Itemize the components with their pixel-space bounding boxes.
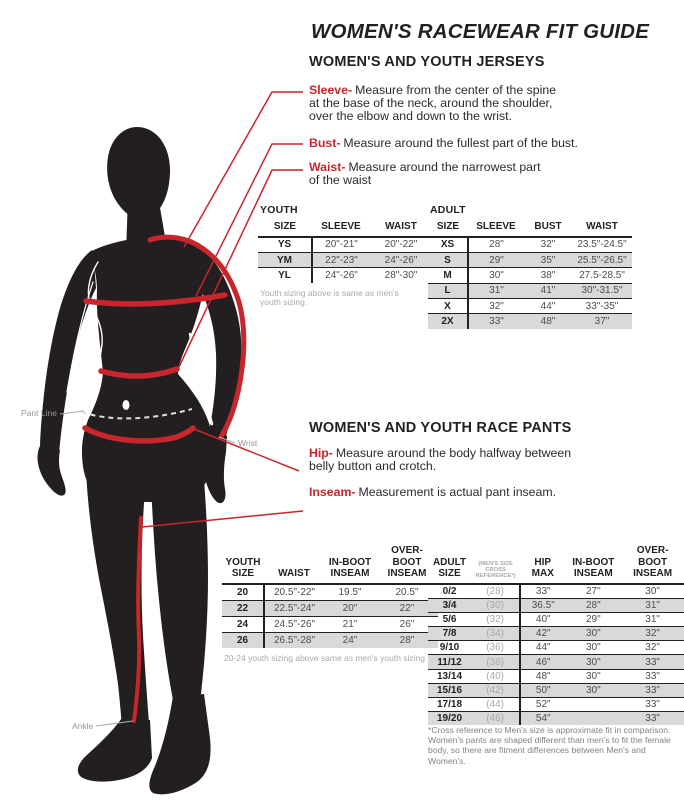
table-cell: 27.5-28.5" bbox=[579, 269, 625, 281]
table-cell: 25.5"-26.5" bbox=[577, 254, 627, 266]
table-cell: 52" bbox=[535, 699, 551, 711]
column-header-cross-reference: (MEN'S SIZE CROSS REFERENCE*) bbox=[475, 560, 516, 580]
table-row bbox=[222, 584, 438, 601]
table-cell: 40" bbox=[535, 613, 551, 625]
table-cell: 50" bbox=[535, 684, 551, 696]
navel bbox=[123, 400, 130, 410]
table-cell: 30" bbox=[489, 269, 504, 281]
table-cell: 24.5"-26" bbox=[273, 618, 315, 630]
inseam-description bbox=[309, 486, 556, 499]
table-cell: 33" bbox=[645, 670, 660, 682]
table-cell: 20" bbox=[342, 602, 358, 614]
bust-text: Measure around the fullest part of the bust. bbox=[343, 136, 578, 150]
figure-right-leg bbox=[151, 480, 208, 700]
table-cell: 11/12 bbox=[437, 656, 462, 668]
column-header: BUST bbox=[534, 221, 562, 232]
table-cell: 24"-26" bbox=[325, 269, 358, 281]
table-cell: 29" bbox=[489, 254, 504, 266]
figure-right-boot bbox=[149, 694, 210, 794]
table-cell: 26.5"-28" bbox=[273, 634, 315, 646]
sleeve-term: Sleeve- bbox=[309, 83, 353, 97]
table-row bbox=[428, 698, 684, 712]
table-cell: 28" bbox=[585, 599, 601, 611]
table-cell: 48" bbox=[540, 316, 556, 328]
table-row bbox=[258, 252, 432, 267]
table-cell: (28) bbox=[471, 584, 520, 599]
table-cell: 27" bbox=[585, 585, 601, 597]
table-cell: (30) bbox=[471, 598, 520, 612]
inseam-text: Measurement is actual pant inseam. bbox=[358, 485, 557, 499]
table-cell: 46" bbox=[535, 656, 551, 668]
table-cell: 22" bbox=[399, 602, 415, 614]
table-cell: M bbox=[428, 268, 468, 283]
table-cell: (44) bbox=[471, 698, 520, 712]
table-row bbox=[428, 283, 632, 298]
table-cell: 30" bbox=[585, 656, 601, 668]
table-cell: YL bbox=[258, 268, 312, 283]
table-cell: 26 bbox=[222, 632, 264, 648]
table-row bbox=[428, 252, 632, 267]
table-cell: 33" bbox=[645, 656, 660, 668]
table-cell: (40) bbox=[471, 669, 520, 683]
table-cell bbox=[565, 698, 621, 712]
column-header: OVER-BOOT INSEAM bbox=[633, 545, 673, 579]
table-row bbox=[428, 299, 632, 314]
table-cell: 30" bbox=[585, 684, 601, 696]
table-row bbox=[222, 616, 438, 632]
youth-pants-note: 20-24 youth sizing above same as men's youth sizing bbox=[224, 652, 426, 663]
table-cell: XS bbox=[428, 237, 468, 253]
table-row bbox=[428, 584, 684, 599]
sleeve-text: at the base of the neck, around the shoulder, bbox=[309, 96, 553, 110]
table-row bbox=[222, 632, 438, 648]
adult-jersey-label: ADULT bbox=[430, 204, 466, 216]
waist-term: Waist- bbox=[309, 160, 346, 174]
column-header: YOUTH SIZE bbox=[225, 556, 261, 579]
table-cell: YS bbox=[258, 237, 312, 253]
table-cell: 41" bbox=[540, 285, 556, 297]
table-cell: 20.5" bbox=[395, 586, 419, 598]
table-cell: S bbox=[428, 252, 468, 267]
table-cell: (34) bbox=[471, 627, 520, 641]
table-cell: 5/6 bbox=[442, 613, 457, 625]
table-cell: 31" bbox=[645, 613, 660, 625]
adult-jersey-table bbox=[428, 204, 632, 329]
table-cell: 36.5" bbox=[531, 599, 555, 611]
pants-heading: WOMEN'S AND YOUTH RACE PANTS bbox=[309, 420, 572, 436]
table-cell: 44" bbox=[535, 642, 551, 654]
table-cell: 22.5"-24" bbox=[273, 602, 315, 614]
table-cell: 33" bbox=[645, 699, 660, 711]
table-header bbox=[428, 543, 684, 584]
table-cell: 32" bbox=[489, 300, 504, 312]
table-cell: 33" bbox=[645, 713, 660, 725]
sleeve-description bbox=[309, 84, 556, 123]
table-cell: 30"-31.5" bbox=[581, 285, 623, 297]
table-cell: 33" bbox=[535, 585, 551, 597]
table-cell: 22 bbox=[222, 600, 264, 616]
table-row bbox=[428, 268, 632, 283]
table-cell: 30" bbox=[585, 670, 601, 682]
adult-pants-table bbox=[428, 543, 684, 725]
table-cell: 2X bbox=[428, 314, 468, 329]
youth-pants-table bbox=[222, 543, 438, 663]
table-cell: 32" bbox=[645, 642, 660, 654]
table-row bbox=[258, 237, 432, 253]
table-row bbox=[428, 612, 684, 626]
table-cell: 20"-21" bbox=[325, 239, 358, 251]
inseam-term: Inseam- bbox=[309, 485, 356, 499]
pant-line-label: Pant Line bbox=[21, 408, 57, 418]
table-row bbox=[428, 314, 632, 329]
table-cell: 21" bbox=[342, 618, 358, 630]
table-row bbox=[428, 712, 684, 726]
waist-description bbox=[309, 161, 541, 187]
table-cell: 15/16 bbox=[437, 684, 463, 696]
sleeve-text: Measure from the center of the spine bbox=[355, 83, 557, 97]
table-cell: 28" bbox=[489, 239, 504, 251]
table-cell: 48" bbox=[535, 670, 551, 682]
column-header: OVER-BOOT INSEAM bbox=[387, 545, 427, 579]
column-header: SIZE bbox=[436, 221, 460, 232]
table-cell: 20"-22" bbox=[384, 239, 418, 251]
sleeve-text: over the elbow and down to the wrist. bbox=[309, 109, 513, 123]
table-cell bbox=[565, 712, 621, 726]
table-cell: 28" bbox=[399, 634, 415, 646]
table-cell: 7/8 bbox=[442, 628, 457, 640]
hip-term: Hip- bbox=[309, 446, 333, 460]
table-cell: (42) bbox=[471, 683, 520, 697]
table-cell: L bbox=[428, 283, 468, 298]
column-header: SLEEVE bbox=[321, 221, 361, 232]
table-header bbox=[222, 543, 438, 584]
table-cell: (32) bbox=[471, 612, 520, 626]
table-cell: 13/14 bbox=[437, 670, 463, 682]
table-cell: 24" bbox=[342, 634, 358, 646]
hip-text: Measure around the body halfway between bbox=[335, 446, 572, 460]
waist-text: Measure around the narrowest part bbox=[348, 160, 541, 174]
table-cell: 33" bbox=[489, 316, 504, 328]
bust-description bbox=[309, 137, 578, 150]
waist-text: of the waist bbox=[309, 173, 372, 187]
table-cell: (46) bbox=[471, 712, 520, 726]
cross-reference-footnote: *Cross reference to Men's size is approximate fit in comparison. Women's pants are shaped different than men's to fit the female body, so there are fitment differences between Men's and Women's. bbox=[428, 725, 671, 766]
table-cell: 33"-35" bbox=[585, 300, 619, 312]
table-cell: 19/20 bbox=[437, 713, 463, 725]
table-row bbox=[258, 268, 432, 283]
table-cell: 30" bbox=[645, 585, 660, 597]
table-cell: 32" bbox=[540, 239, 556, 251]
table-cell: 23.5"-24.5" bbox=[577, 239, 627, 251]
table-cell: 37" bbox=[594, 316, 610, 328]
table-cell: 33" bbox=[645, 684, 660, 696]
table-cell: 26" bbox=[399, 618, 415, 630]
column-header: ADULT SIZE bbox=[432, 556, 467, 579]
table-cell: 44" bbox=[540, 300, 556, 312]
table-cell: 20 bbox=[222, 584, 264, 601]
table-cell: 38" bbox=[540, 269, 556, 281]
table-cell: YM bbox=[258, 252, 312, 267]
table-cell: 32" bbox=[645, 628, 660, 640]
table-cell: 22"-23" bbox=[325, 254, 358, 266]
column-header: IN-BOOT INSEAM bbox=[572, 556, 615, 579]
table-cell: 54" bbox=[535, 713, 551, 725]
table-cell: 35" bbox=[540, 254, 556, 266]
hip-text: belly button and crotch. bbox=[309, 459, 437, 473]
wrist-label: Wrist bbox=[238, 438, 258, 448]
figure-silhouette bbox=[38, 127, 242, 794]
column-header: WAIST bbox=[385, 221, 417, 232]
figure-left-hand bbox=[38, 446, 66, 496]
ankle-label: Ankle bbox=[72, 721, 94, 731]
table-cell: 24"-26" bbox=[384, 254, 418, 266]
table-header bbox=[428, 219, 632, 237]
table-cell: 30" bbox=[585, 642, 601, 654]
table-header bbox=[258, 219, 432, 237]
table-cell: 31" bbox=[645, 599, 660, 611]
column-header: IN-BOOT INSEAM bbox=[328, 556, 372, 579]
table-row bbox=[428, 669, 684, 683]
column-header: SIZE bbox=[273, 221, 297, 232]
table-cell: (38) bbox=[471, 655, 520, 669]
table-cell: X bbox=[428, 299, 468, 314]
table-cell: 30" bbox=[585, 628, 601, 640]
table-row bbox=[428, 237, 632, 253]
table-row bbox=[222, 600, 438, 616]
table-row bbox=[428, 655, 684, 669]
page-title: WOMEN'S RACEWEAR FIT GUIDE bbox=[311, 20, 650, 43]
bust-term: Bust- bbox=[309, 136, 341, 150]
jerseys-heading: WOMEN'S AND YOUTH JERSEYS bbox=[309, 54, 545, 70]
youth-jersey-table bbox=[258, 204, 432, 308]
table-row bbox=[428, 627, 684, 641]
hip-description bbox=[309, 447, 571, 473]
table-cell: 28"-30" bbox=[384, 269, 418, 281]
table-cell: 17/18 bbox=[437, 699, 463, 711]
column-header: WAIST bbox=[586, 221, 618, 232]
youth-jersey-label: YOUTH bbox=[260, 204, 298, 216]
table-cell: 29" bbox=[585, 613, 601, 625]
table-cell: (36) bbox=[471, 641, 520, 655]
table-cell: 42" bbox=[535, 628, 551, 640]
table-row bbox=[428, 641, 684, 655]
table-cell: 24 bbox=[222, 616, 264, 632]
table-row bbox=[428, 683, 684, 697]
table-cell: 0/2 bbox=[442, 585, 457, 597]
table-row bbox=[428, 598, 684, 612]
column-header: SLEEVE bbox=[476, 221, 516, 232]
table-cell: 3/4 bbox=[442, 599, 457, 611]
column-header: WAIST bbox=[278, 568, 310, 579]
youth-jersey-note: Youth sizing above is same as men's youth sizing. bbox=[260, 287, 399, 308]
table-cell: 9/10 bbox=[439, 642, 460, 654]
table-cell: 20.5"-22" bbox=[273, 586, 315, 598]
table-cell: 31" bbox=[489, 285, 504, 297]
column-header: HIP MAX bbox=[531, 556, 554, 579]
table-cell: 19.5" bbox=[338, 586, 362, 598]
